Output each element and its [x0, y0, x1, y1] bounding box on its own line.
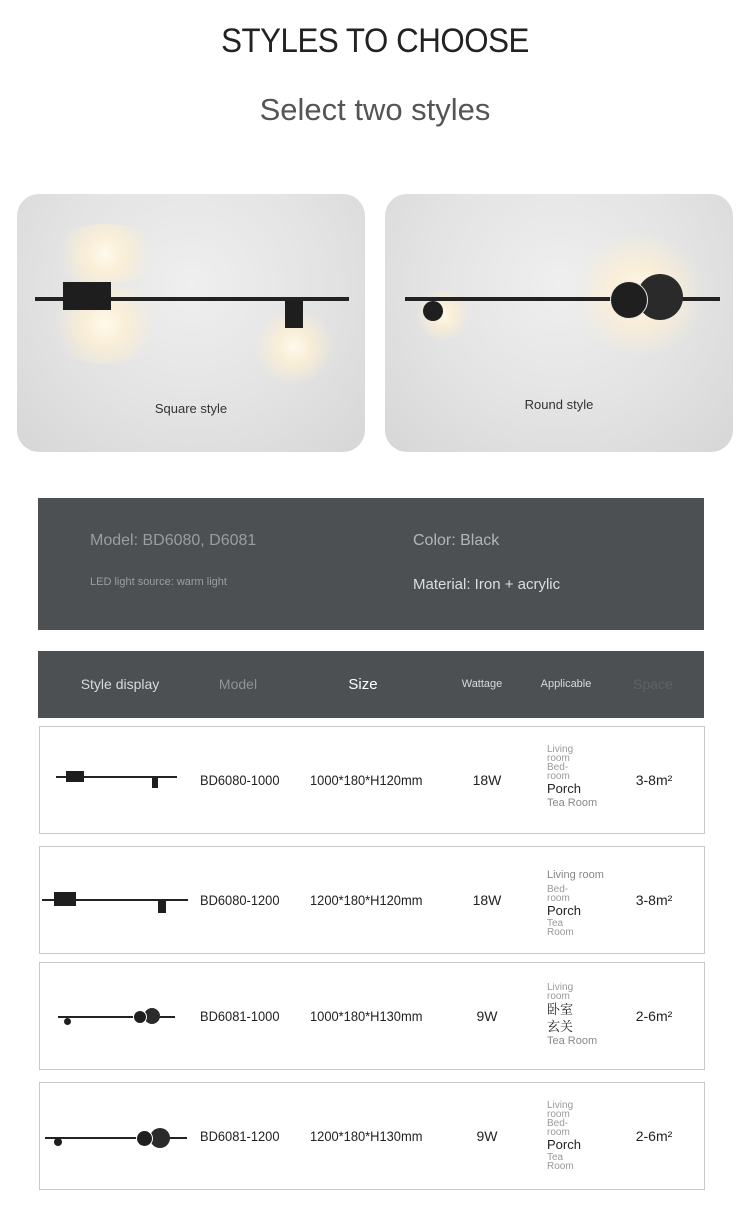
row-wattage: 9W [476, 1128, 498, 1144]
row-applicable: Living room Bed- room Porch Tea Room [547, 744, 598, 809]
row-size: 1200*180*H130mm [310, 1128, 423, 1144]
info-light-source: LED light source: warm light [90, 576, 227, 588]
spec-info-panel [38, 498, 704, 630]
row-wattage: 18W [472, 892, 502, 908]
square-style-label: Square style [154, 401, 228, 416]
row-space: 3-8m² [635, 892, 673, 908]
row-space: 2-6m² [635, 1008, 673, 1024]
round-style-label: Round style [524, 397, 594, 412]
row-size: 1200*180*H120mm [310, 892, 423, 908]
row-wattage: 18W [472, 772, 502, 788]
page-subtitle: Select two styles [259, 92, 491, 127]
info-color: Color: Black [413, 532, 500, 549]
table-row [39, 726, 705, 834]
row-applicable: Living room Bed- room Porch Tea Room [547, 869, 604, 938]
table-row [39, 962, 705, 1070]
thumb-spot [158, 901, 166, 913]
row-model: BD6081-1200 [200, 1128, 280, 1144]
row-size: 1000*180*H130mm [310, 1008, 423, 1024]
info-model: Model: BD6080, D6081 [90, 532, 257, 549]
row-applicable: Living room Bed- room Porch Tea Room [547, 1100, 581, 1172]
thumb-box [66, 771, 84, 782]
lamp-mid-disc [610, 281, 648, 319]
lamp-square-box [63, 282, 111, 310]
row-size: 1000*180*H120mm [310, 772, 423, 788]
light-glow-top [45, 224, 165, 284]
header-space: Space [633, 676, 673, 692]
table-header [38, 651, 704, 718]
thumb-small-disc [54, 1138, 62, 1146]
thumb-large-disc [150, 1128, 170, 1148]
header-style-display: Style display [80, 676, 160, 692]
header-model: Model [218, 676, 258, 692]
table-row [39, 1082, 705, 1190]
row-space: 2-6m² [635, 1128, 673, 1144]
header-applicable: Applicable [540, 678, 592, 690]
lamp-square-spot [285, 301, 303, 328]
header-wattage: Wattage [461, 678, 503, 690]
row-wattage: 9W [476, 1008, 498, 1024]
info-material: Material: Iron + acrylic [413, 576, 561, 593]
round-style-card[interactable] [385, 194, 733, 452]
header-size: Size [348, 676, 378, 693]
thumb-mid-disc [136, 1130, 153, 1147]
table-row [39, 846, 705, 954]
page-title: STYLES TO CHOOSE [221, 22, 529, 60]
thumb-mid-disc [133, 1010, 147, 1024]
row-model: BD6080-1000 [200, 772, 280, 788]
lamp-small-disc [423, 301, 443, 321]
row-model: BD6081-1000 [200, 1008, 280, 1024]
row-space: 3-8m² [635, 772, 673, 788]
thumb-spot [152, 778, 158, 788]
thumb-box [54, 892, 76, 906]
row-model: BD6080-1200 [200, 892, 280, 908]
thumb-small-disc [64, 1018, 71, 1025]
row-applicable: Living room 卧室 玄关 Tea Room [547, 982, 598, 1047]
square-style-card[interactable] [17, 194, 365, 452]
